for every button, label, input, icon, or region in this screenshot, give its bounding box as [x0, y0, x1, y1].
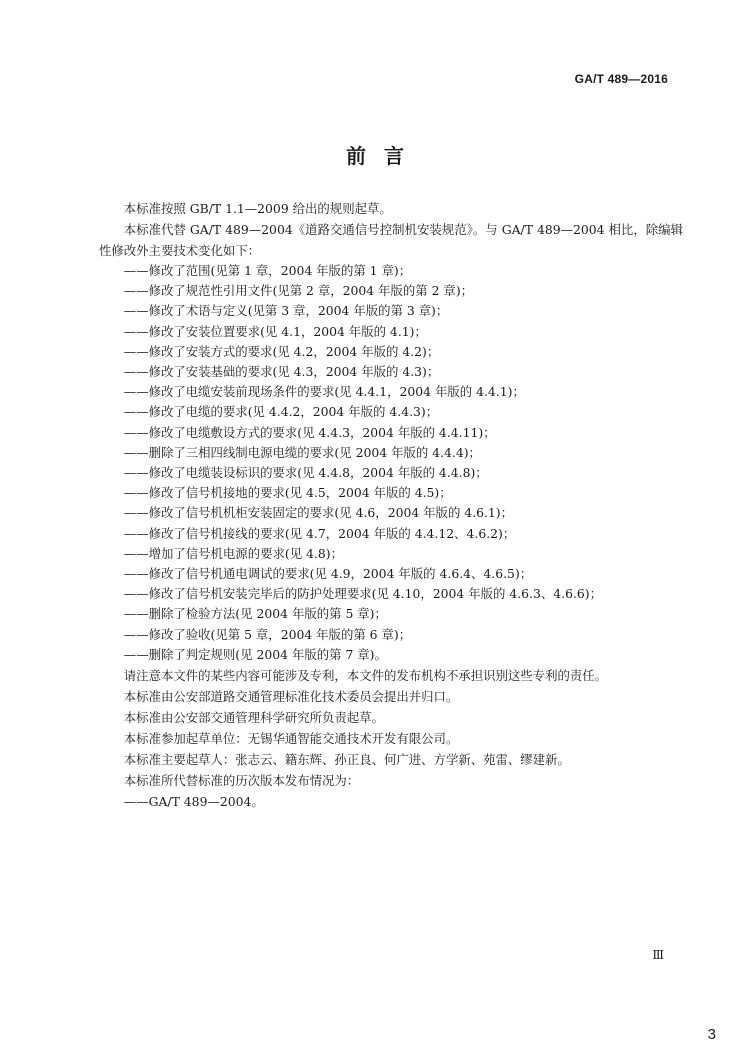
drafter-statement: 本标准由公安部交通管理科学研究所负责起草。 — [123, 710, 384, 726]
change-item: ——修改了安装位置要求(见 4.1，2004 年版的 4.1)； — [123, 323, 427, 339]
scan-page-number: 3 — [707, 1026, 716, 1043]
history-intro: 本标准所代替标准的历次版本发布情况为： — [123, 773, 360, 789]
change-item: ——修改了信号机安装完毕后的防护处理要求(见 4.10，2004 年版的 4.6.3、4.6.6)； — [123, 586, 603, 602]
change-item: ——修改了信号机接线的要求(见 4.7，2004 年版的 4.4.12、4.6.2)； — [123, 525, 516, 541]
change-item: ——修改了电缆敷设方式的要求(见 4.4.3，2004 年版的 4.4.11)； — [123, 424, 496, 440]
change-item: ——修改了电缆的要求(见 4.4.2，2004 年版的 4.4.3)； — [123, 404, 439, 420]
history-item: ——GA/T 489—2004。 — [123, 794, 264, 810]
change-item: ——修改了安装方式的要求(见 4.2，2004 年版的 4.2)； — [123, 343, 440, 359]
patent-notice: 请注意本文件的某些内容可能涉及专利，本文件的发布机构不承担识别这些专利的责任。 — [123, 668, 608, 684]
change-item: ——修改了信号机通电调试的要求(见 4.9，2004 年版的 4.6.4、4.6.5)； — [123, 566, 533, 582]
change-item: ——修改了安装基础的要求(见 4.3，2004 年版的 4.3)； — [123, 364, 440, 380]
change-item: ——修改了电缆装设标识的要求(见 4.4.8，2004 年版的 4.4.8)； — [123, 465, 488, 481]
changes-list — [99, 261, 683, 665]
change-item: ——删除了三相四线制电源电缆的要求(见 2004 年版的 4.4.4)； — [123, 444, 481, 460]
change-item: ——修改了术语与定义(见第 3 章，2004 年版的第 3 章)； — [123, 303, 449, 319]
change-item: ——修改了范围(见第 1 章，2004 年版的第 1 章)； — [123, 263, 412, 278]
authors-statement: 本标准主要起草人：张志云、籍东辉、孙正良、何广进、方学新、苑雷、缪建新。 — [123, 752, 570, 768]
standard-code: GA/T 489—2016 — [574, 72, 668, 86]
change-item: ——修改了信号机接地的要求(见 4.5，2004 年版的 4.5)； — [123, 485, 452, 501]
participant-statement: 本标准参加起草单位：无锡华通智能交通技术开发有限公司。 — [123, 731, 459, 747]
intro-paragraph-2: 本标准代替 GA/T 489—2004《道路交通信号控制机安装规范》。与 GA/T 489—2004 相比，除编辑性修改外主要技术变化如下： — [99, 222, 683, 258]
roman-page-number: Ⅲ — [652, 948, 664, 962]
change-item: ——修改了规范性引用文件(见第 2 章，2004 年版的第 2 章)； — [123, 283, 474, 299]
change-item: ——修改了电缆安装前现场条件的要求(见 4.4.1，2004 年版的 4.4.1)； — [123, 384, 525, 400]
foreword-body — [99, 198, 683, 812]
change-item: ——删除了检验方法(见 2004 年版的第 5 章)； — [123, 606, 387, 622]
change-item: ——修改了验收(见第 5 章，2004 年版的第 6 章)； — [123, 626, 412, 642]
change-item: ——修改了信号机机柜安装固定的要求(见 4.6，2004 年版的 4.6.1)； — [123, 505, 514, 521]
proposer-statement: 本标准由公安部道路交通管理标准化技术委员会提出并归口。 — [123, 689, 459, 705]
change-item: ——增加了信号机电源的要求(见 4.8)； — [123, 545, 343, 561]
change-item: ——删除了判定规则(见 2004 年版的第 7 章)。 — [123, 646, 387, 662]
intro-paragraph-1: 本标准按照 GB/T 1.1—2009 给出的规则起草。 — [123, 201, 392, 216]
page-title: 前言 — [346, 144, 422, 168]
